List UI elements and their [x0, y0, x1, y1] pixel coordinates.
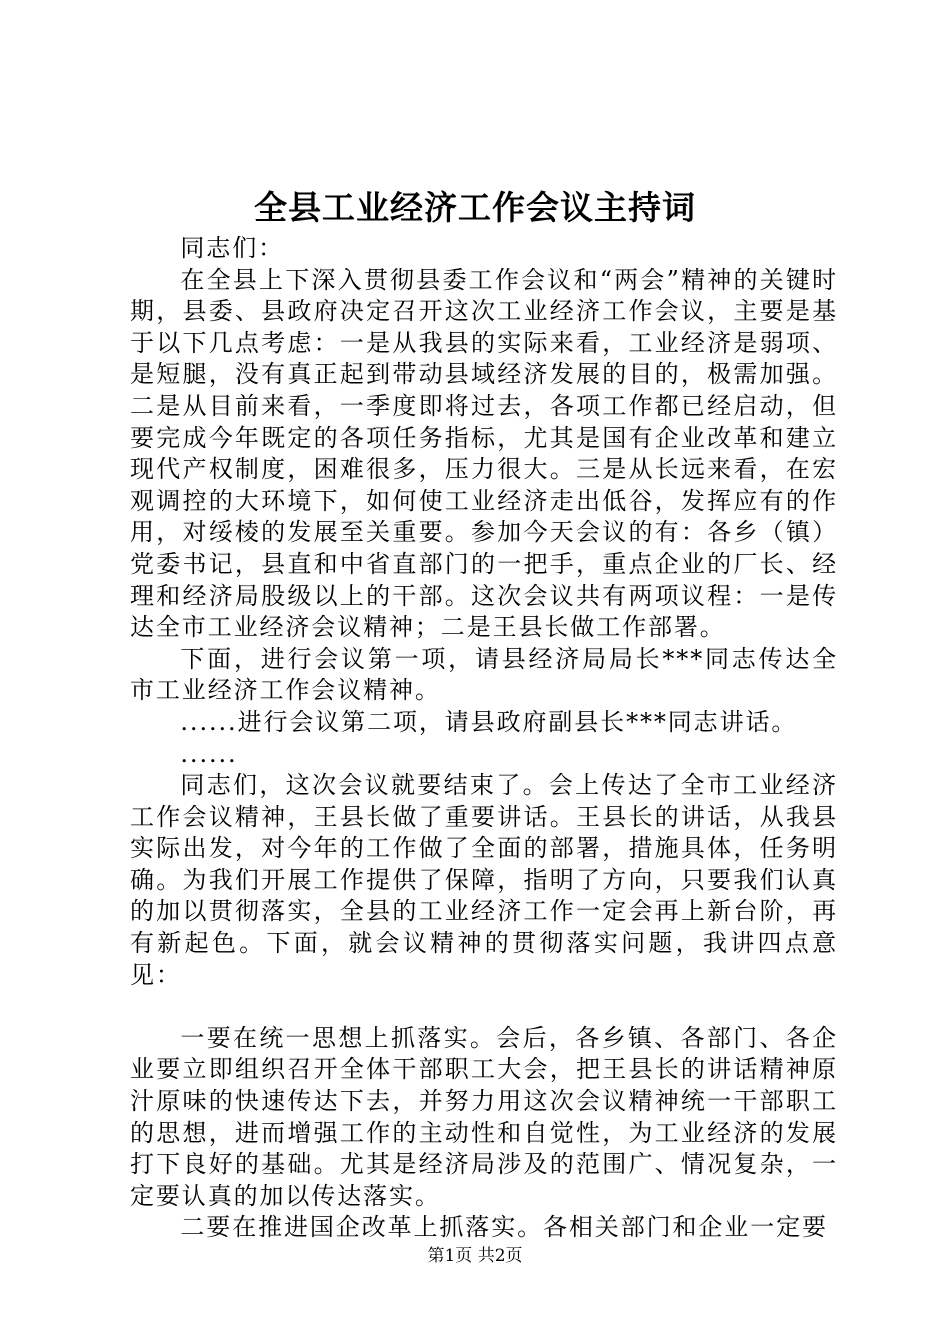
document-title: 全县工业经济工作会议主持词: [254, 188, 696, 227]
salutation-paragraph: 同志们：: [180, 234, 284, 262]
closing-remarks-paragraph: 同志们，这次会议就要结束了。会上传达了全市工业经济工作会议精神，王县长做了重要讲话。王县长的讲话，从我县实际出发，对今年的工作做了全面的部署，措施具体，任务明确。为我们开展工作提供了保障，指明了方向，只要我们认真的加以贯彻落实，全县的工业经济工作一定会再上新台阶，再有新起色。下面，就会议精神的贯彻落实问题，我讲四点意见：: [130, 771, 838, 989]
ellipsis-paragraph: ......: [180, 739, 238, 768]
agenda-item-one-paragraph: 下面，进行会议第一项，请县经济局局长***同志传达全市工业经济工作会议精神。: [130, 644, 838, 705]
intro-paragraph: 在全县上下深入贯彻县委工作会议和“两会”精神的关键时期，县委、县政府决定召开这次工业经济工作会议，主要是基于以下几点考虑：一是从我县的实际来看，工业经济是弱项、是短腿，没有真正起到带动县域经济发展的目的，极需加强。二是从目前来看，一季度即将过去，各项工作都已经启动，但要完成今年既定的各项任务指标，尤其是国有企业改革和建立现代产权制度，困难很多，压力很大。三是从长远来看，在宏观调控的大环境下，如何使工业经济走出低谷，发挥应有的作用，对绥棱的发展至关重要。参加今天会议的有：各乡（镇）党委书记，县直和中省直部门的一把手，重点企业的厂长、经理和经济局股级以上的干部。这次会议共有两项议程：一是传达全市工业经济会议精神；二是王县长做工作部署。: [130, 265, 838, 642]
page-footer: 第1页 共2页: [427, 1246, 523, 1266]
point-two-paragraph: 二要在推进国企改革上抓落实。各相关部门和企业一定要: [180, 1213, 828, 1242]
agenda-item-two-paragraph: ......进行会议第二项，请县政府副县长***同志讲话。: [180, 707, 798, 736]
point-one-paragraph: 一要在统一思想上抓落实。会后，各乡镇、各部门、各企业要立即组织召开全体干部职工大会，把王县长的讲话精神原汁原味的快速传达下去，并努力用这次会议精神统一干部职工的思想，进而增强工作的主动性和自觉性，为工业经济的发展打下良好的基础。尤其是经济局涉及的范围广、情况复杂，一定要认真的加以传达落实。: [130, 1023, 838, 1210]
document-body: [130, 233, 838, 1244]
